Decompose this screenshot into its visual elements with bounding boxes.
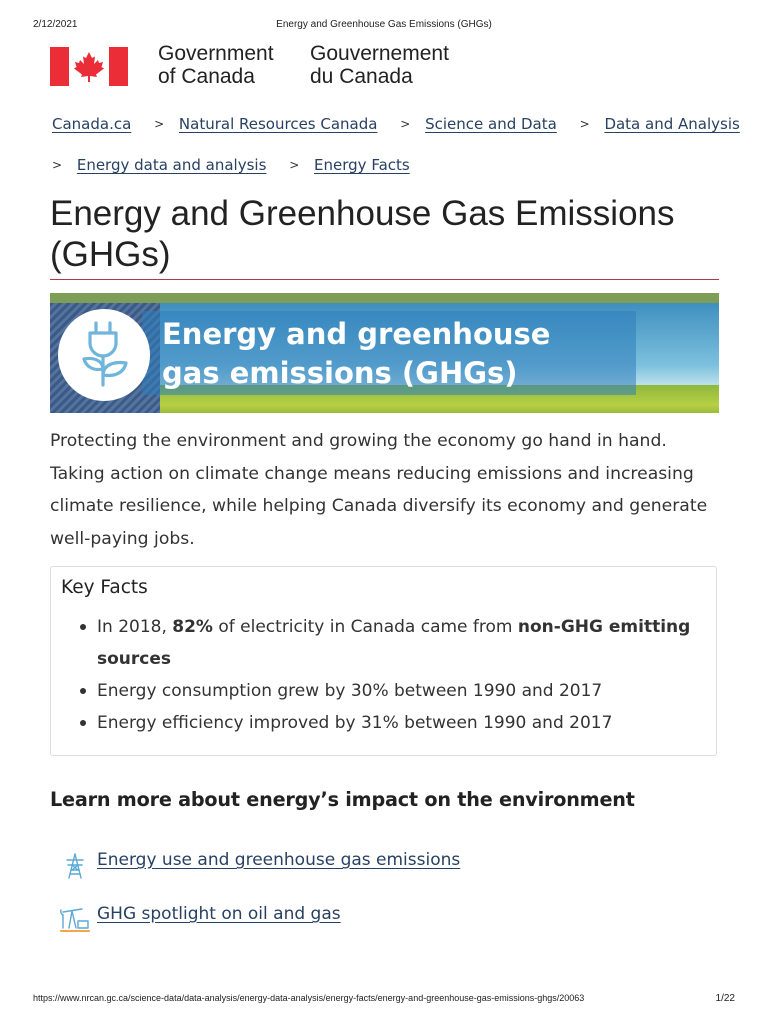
breadcrumb-separator: > [52, 158, 63, 172]
page-number: 1/22 [715, 993, 735, 1004]
breadcrumb-row [52, 115, 740, 133]
breadcrumb-item-canada-ca[interactable]: Canada.ca [52, 115, 132, 133]
breadcrumb-separator: > [289, 158, 300, 172]
transmission-tower-icon [60, 852, 90, 880]
signature-english-line1: Government [158, 42, 274, 65]
breadcrumb-item-science-and-data[interactable]: Science and Data [425, 115, 557, 133]
page-title: Energy and Greenhouse Gas Emissions (GHGs) [50, 194, 675, 274]
list-item: Energy consumption grew by 30% between 1990 and 2017 [97, 675, 707, 707]
title-divider [50, 279, 719, 280]
print-date: 2/12/2021 [33, 19, 78, 30]
key-facts-panel [50, 566, 717, 756]
fact-text: In 2018, [97, 617, 173, 637]
resource-link-label[interactable]: GHG spotlight on oil and gas [97, 904, 341, 924]
signature-french [310, 42, 449, 88]
list-item: Energy efficiency improved by 31% between 1990 and 2017 [97, 707, 707, 739]
banner-line1: Energy and greenhouse [162, 317, 551, 351]
breadcrumb-separator: > [400, 117, 411, 131]
intro-paragraph: Protecting the environment and growing the economy go hand in hand. Taking action on climate change means reducing emissions and increasing climate resilience, while helping Canada diversify its economy and generate well-paying jobs. [50, 431, 708, 549]
signature-french-line1: Gouvernement [310, 42, 449, 65]
key-facts-list [97, 611, 707, 739]
plug-plant-icon [76, 317, 132, 393]
resource-link-oil-and-gas[interactable] [60, 904, 660, 934]
breadcrumb-item-natural-resources-canada[interactable]: Natural Resources Canada [178, 115, 378, 133]
breadcrumb-item-data-and-analysis[interactable]: Data and Analysis [604, 115, 740, 133]
breadcrumb-item-energy-facts[interactable]: Energy Facts [314, 156, 410, 174]
print-page-title: Energy and Greenhouse Gas Emissions (GHGs) [276, 19, 492, 30]
signature-english-line2: of Canada [158, 65, 255, 88]
list-item [97, 611, 707, 675]
resource-link-label[interactable]: Energy use and greenhouse gas emissions [97, 850, 461, 870]
banner-icon-circle [58, 309, 150, 401]
signature-french-line2: du Canada [310, 65, 413, 88]
print-header [0, 0, 768, 40]
resource-link-energy-use[interactable] [60, 850, 660, 880]
fact-percent: 82% [172, 617, 213, 637]
canada-flag-icon [50, 47, 128, 86]
government-signature[interactable] [50, 42, 730, 88]
breadcrumb-separator: > [579, 117, 590, 131]
breadcrumb-separator: > [154, 117, 165, 131]
pump-jack-icon [60, 906, 90, 934]
signature-english [158, 42, 274, 88]
hero-banner [50, 293, 719, 413]
banner-line2: gas emissions (GHGs) [162, 356, 518, 390]
learn-more-heading: Learn more about energy’s impact on the environment [50, 788, 635, 811]
key-facts-heading: Key Facts [61, 577, 148, 598]
print-url: https://www.nrcan.gc.ca/science-data/data-analysis/energy-data-analysis/energy-facts/energy-and-greenhouse-gas-emissions-ghgs/20063 [33, 993, 585, 1003]
breadcrumb-item-energy-data-and-analysis[interactable]: Energy data and analysis [76, 156, 267, 174]
banner-heading [162, 315, 662, 393]
fact-text: of electricity in Canada came from [212, 617, 518, 637]
fact-emphasis: non-GHG emitting sources [97, 617, 691, 669]
print-footer [0, 990, 768, 1010]
breadcrumb-row [52, 156, 410, 174]
